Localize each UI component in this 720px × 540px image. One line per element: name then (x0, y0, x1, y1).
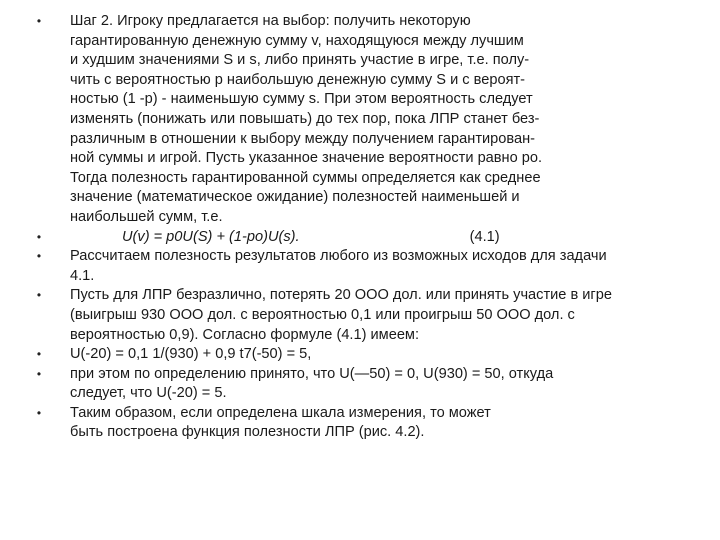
bullet-icon: • (36, 366, 42, 381)
formula-number: (4.1) (469, 228, 500, 245)
formula-text: U(v) = p0U(S) + (1-po)U(s). (122, 228, 300, 245)
text-line: вероятностью 0,9). Согласно формуле (4.1) имеем: (70, 326, 420, 343)
list-item-calc-utility (34, 247, 710, 286)
bullet-icon: • (36, 405, 42, 420)
list-item-conclusion (34, 404, 710, 443)
list-item-definition (34, 365, 710, 404)
bullet-icon: • (36, 288, 42, 303)
text-line: Таким образом, если определена шкала измерения, то может (70, 404, 491, 421)
bullet-list (34, 12, 710, 443)
formula-line (70, 228, 710, 248)
list-item-formula (34, 228, 710, 248)
list-item-example (34, 286, 710, 345)
text-line: и худшим значениями S и s, либо принять участие в игре, т.е. полу- (70, 52, 530, 69)
text-line: изменять (понижать или повышать) до тех пор, пока ЛПР станет без- (70, 110, 540, 127)
text-line: U(-20) = 0,1 1/(930) + 0,9 t7(-50) = 5, (70, 346, 312, 363)
bullet-icon: • (36, 249, 42, 264)
list-item-step2 (34, 12, 710, 228)
text-line: при этом по определению принято, что U(—50) = 0, U(930) = 50, откуда (70, 365, 554, 382)
text-line: наибольшей сумм, т.е. (70, 208, 223, 225)
bullet-icon: • (36, 14, 42, 28)
text-line: Шаг 2. Игроку предлагается на выбор: получить некоторую (70, 13, 471, 29)
text-line: гарантированную денежную сумму v, находящуюся между лучшим (70, 32, 524, 49)
text-line: быть построена функция полезности ЛПР (рис. 4.2). (70, 424, 425, 441)
bullet-icon: • (36, 229, 42, 244)
text-line: чить с вероятностью p наибольшую денежную сумму S и с вероят- (70, 71, 526, 88)
text-line: 4.1. (70, 267, 95, 284)
text-line: следует, что U(-20) = 5. (70, 385, 227, 402)
text-line: Пусть для ЛПР безразлично, потерять 20 ООО дол. или принять участие в игре (70, 287, 612, 304)
text-line: ностью (1 -p) - наименьшую сумму s. При этом вероятность следует (70, 91, 533, 108)
list-item-equation (34, 345, 710, 365)
text-line: значение (математическое ожидание) полезностей наименьшей и (70, 189, 520, 206)
text-line: Рассчитаем полезность результатов любого из возможных исходов для задачи (70, 248, 607, 265)
text-line: различным в отношении к выбору между получением гарантирован- (70, 130, 536, 147)
text-line: (выигрыш 930 ООО дол. с вероятностью 0,1 или проигрыш 50 ООО дол. с (70, 306, 575, 323)
text-line: Тогда полезность гарантированной суммы определяется как среднее (70, 169, 541, 186)
bullet-icon: • (36, 347, 42, 362)
text-line: ной суммы и игрой. Пусть указанное значение вероятности равно po. (70, 150, 543, 167)
